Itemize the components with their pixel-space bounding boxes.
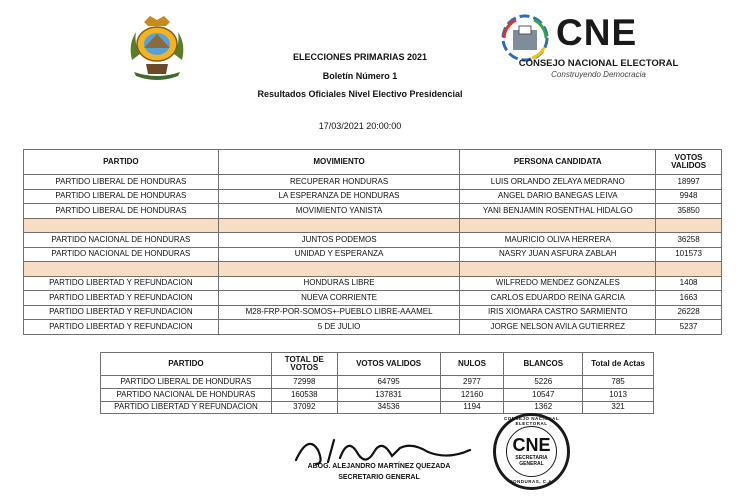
party-cell: PARTIDO LIBERAL DE HONDURAS [24,204,219,219]
report-datetime: 17/03/2021 20:00:00 [318,121,402,131]
column-header-blank: BLANCOS [504,353,583,376]
table-row [24,175,722,190]
movement-cell: M28-FRP-POR-SOMOS+-PUEBLO LIBRE-AAAMEL [218,305,460,320]
cne-tagline: Construyendo Democracia [551,70,646,79]
column-header-valid-votes: VOTOS VALIDOS [337,353,440,376]
null-votes-cell: 2977 [440,376,504,389]
party-cell: PARTIDO LIBERAL DE HONDURAS [24,175,219,190]
party-cell: PARTIDO LIBERTAD Y REFUNDACION [24,291,219,306]
movement-cell: LA ESPERANZA DE HONDURAS [218,189,460,204]
movement-cell: 5 DE JULIO [218,320,460,335]
movement-cell: UNIDAD Y ESPERANZA [218,247,460,262]
table-row [101,376,654,389]
movement-cell: JUNTOS PODEMOS [218,233,460,248]
candidate-cell: ANGEL DARIO BANEGAS LEIVA [460,189,656,204]
null-votes-cell: 12160 [440,388,504,401]
votes-cell: 36258 [656,233,722,248]
table-row [24,276,722,291]
seal-bottom-text: HONDURAS, C.A. [509,479,554,484]
bulletin-number: Boletín Número 1 [322,71,398,81]
candidate-cell: LUIS ORLANDO ZELAYA MEDRANO [460,175,656,190]
column-header-party: PARTIDO [24,150,219,175]
blank-votes-cell: 1362 [504,401,583,414]
party-cell: PARTIDO NACIONAL DE HONDURAS [24,247,219,262]
party-cell: PARTIDO NACIONAL DE HONDURAS [101,388,272,401]
column-header-null: NULOS [440,353,504,376]
total-votes-cell: 72998 [271,376,337,389]
actas-cell: 785 [583,376,654,389]
table-row [24,204,722,219]
candidate-cell: IRIS XIOMARA CASTRO SARMIENTO [460,305,656,320]
candidate-cell: YANI BENJAMIN ROSENTHAL HIDALGO [460,204,656,219]
column-header-total-actas: Total de Actas [583,353,654,376]
cne-official-seal [493,413,570,490]
signer-name: ABOG. ALEJANDRO MARTÍNEZ QUEZADA [307,463,451,470]
column-header-valid-votes: VOTOS VALIDOS [656,150,722,175]
results-subtitle: Resultados Oficiales Nivel Electivo Presidencial [257,89,463,99]
candidate-cell: JORGE NELSON AVILA GUTIERREZ [460,320,656,335]
candidate-cell: CARLOS EDUARDO REINA GARCIA [460,291,656,306]
table-row [101,388,654,401]
party-cell: PARTIDO LIBERTAD Y REFUNDACION [24,276,219,291]
column-header-candidate: PERSONA CANDIDATA [460,150,656,175]
election-title: ELECCIONES PRIMARIAS 2021 [292,52,428,62]
table-row [24,189,722,204]
movement-cell: RECUPERAR HONDURAS [218,175,460,190]
table-header-row [24,150,722,175]
cne-full-name: CONSEJO NACIONAL ELECTORAL [518,58,679,69]
candidate-cell: MAURICIO OLIVA HERRERA [460,233,656,248]
actas-cell: 1013 [583,388,654,401]
total-votes-cell: 160538 [271,388,337,401]
null-votes-cell: 1194 [440,401,504,414]
movement-cell: HONDURAS LIBRE [218,276,460,291]
presidential-results-table [23,149,722,335]
party-cell: PARTIDO LIBERTAD Y REFUNDACION [101,401,272,414]
table-row [24,233,722,248]
candidate-cell: WILFREDO MENDEZ GONZALES [460,276,656,291]
party-cell: PARTIDO LIBERAL DE HONDURAS [101,376,272,389]
column-header-movement: MOVIMIENTO [218,150,460,175]
candidate-cell: NASRY JUAN ASFURA ZABLAH [460,247,656,262]
seal-line-2: GENERAL [519,461,544,467]
valid-votes-cell: 137831 [337,388,440,401]
separator-row [24,262,722,277]
party-cell: PARTIDO LIBERTAD Y REFUNDACION [24,305,219,320]
table-row [24,247,722,262]
signer-title: SECRETARIO GENERAL [338,474,420,481]
blank-votes-cell: 5226 [504,376,583,389]
votes-cell: 18997 [656,175,722,190]
seal-center-text: CNE [512,435,551,455]
votes-cell: 101573 [656,247,722,262]
votes-cell: 35850 [656,204,722,219]
column-header-party: PARTIDO [101,353,272,376]
votes-cell: 1408 [656,276,722,291]
votes-cell: 1663 [656,291,722,306]
table-header-row [101,353,654,376]
party-summary-table [100,352,654,414]
votes-cell: 9948 [656,189,722,204]
table-row [24,305,722,320]
movement-cell: MOVIMIENTO YANISTA [218,204,460,219]
table-row [24,291,722,306]
total-votes-cell: 37092 [271,401,337,414]
valid-votes-cell: 34536 [337,401,440,414]
movement-cell: NUEVA CORRIENTE [218,291,460,306]
party-cell: PARTIDO LIBERTAD Y REFUNDACION [24,320,219,335]
column-header-total-votes: TOTAL DE VOTOS [271,353,337,376]
votes-cell: 26228 [656,305,722,320]
table-row [101,401,654,414]
table-row [24,320,722,335]
seal-line-1: SECRETARIA [515,455,548,461]
separator-row [24,218,722,233]
party-cell: PARTIDO LIBERAL DE HONDURAS [24,189,219,204]
cne-logo [494,14,699,78]
cne-logo-text: CNE [556,12,638,53]
valid-votes-cell: 64795 [337,376,440,389]
blank-votes-cell: 10547 [504,388,583,401]
actas-cell: 321 [583,401,654,414]
party-cell: PARTIDO NACIONAL DE HONDURAS [24,233,219,248]
seal-top-text: CONSEJO NACIONAL ELECTORAL [503,416,559,426]
votes-cell: 5237 [656,320,722,335]
